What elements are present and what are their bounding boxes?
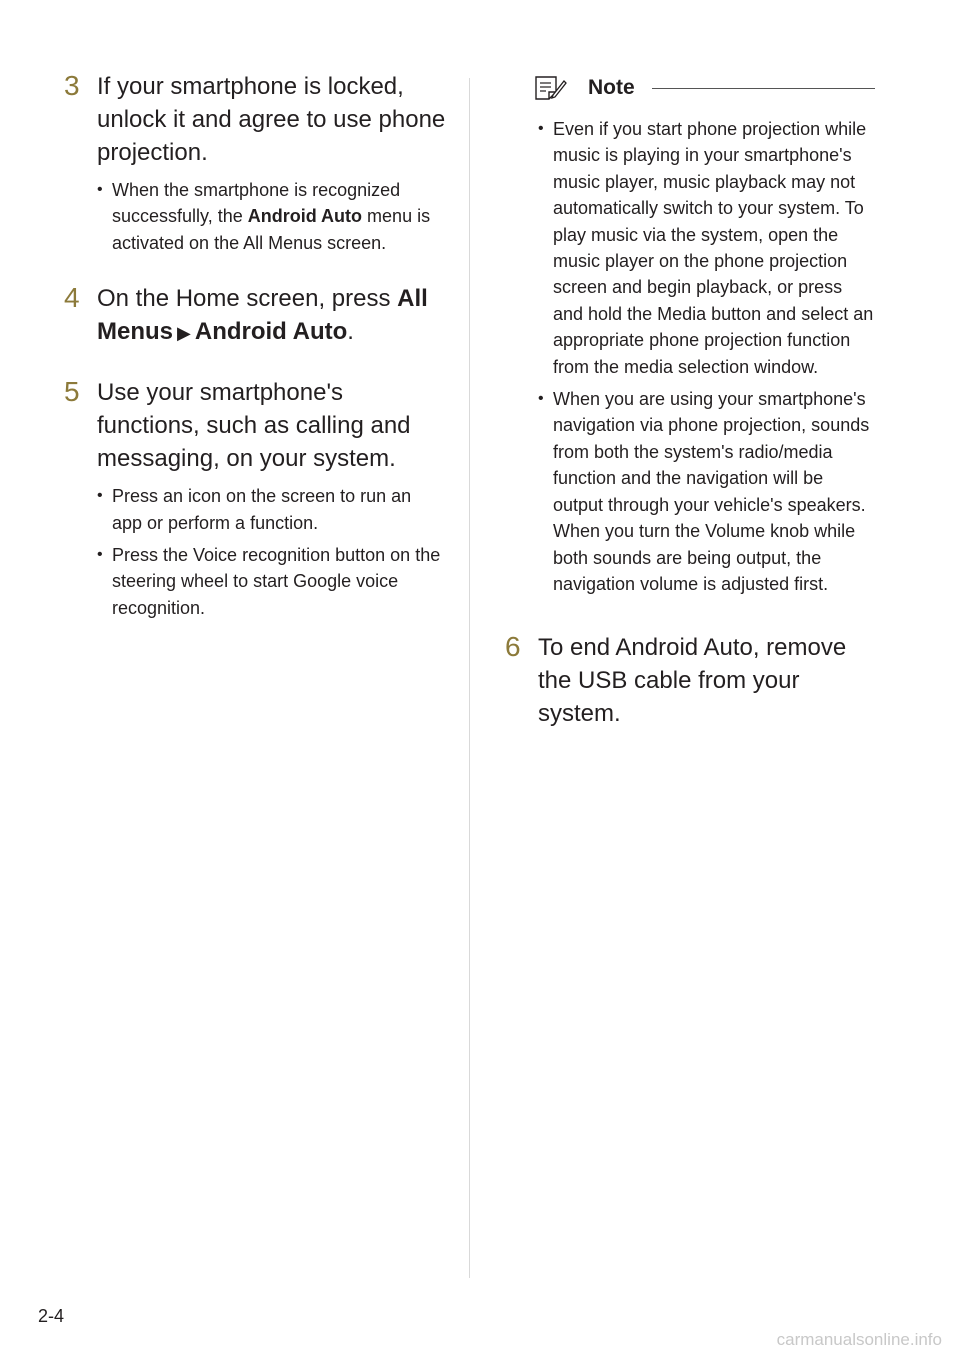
step-text: To end Android Auto, remove the USB cable from your system. (538, 634, 847, 728)
step-number: 5 (64, 376, 80, 408)
note-bullets (505, 116, 875, 597)
step-text: On the Home screen, press All Menus ▶ Android Auto. (97, 282, 446, 350)
menu-path-android-auto: Android Auto (194, 318, 348, 346)
column-divider (469, 78, 470, 1278)
list-item: • Press the Voice recognition button on the steering wheel to start Google voice recognition. (97, 542, 446, 621)
list-item: • Even if you start phone projection while music is playing in your smartphone's music player, music playback may not automatically switch to your system. To play music via the system, open the music player on the phone projection screen and begin playback, or press and hold the Media button and select an appropriate phone projection function from the media selection window. (538, 116, 875, 380)
step-6 (505, 631, 875, 730)
list-item: • Press an icon on the screen to run an app or perform a function. (97, 483, 446, 536)
arrow-right-icon: ▶ (177, 323, 191, 344)
list-item: • When the smartphone is recognized successfully, the Android Auto menu is activated on the All Menus screen. (97, 177, 446, 256)
step-5-bullets (64, 483, 446, 621)
step-3 (64, 70, 446, 169)
note-icon (533, 73, 567, 105)
step-number: 6 (505, 631, 521, 663)
step-3-bullets (64, 177, 446, 256)
left-column (64, 70, 446, 627)
menu-path-all-menus: All Menus (97, 285, 428, 346)
step-4 (64, 282, 446, 350)
list-item: • When you are using your smartphone's navigation via phone projection, sounds from both the system's radio/media function and the navigation will be output through your vehicle's speakers. When you turn the Volume knob while both sounds are being output, the navigation volume is adjusted first. (538, 386, 875, 597)
page-number: 2-4 (38, 1306, 65, 1326)
step-5 (64, 376, 446, 475)
step-text: Use your smartphone's functions, such as calling and messaging, on your system. (97, 379, 411, 473)
step-number: 3 (64, 70, 80, 101)
note-title: Note (588, 76, 635, 99)
note-rule (652, 88, 875, 89)
right-column (505, 70, 875, 730)
watermark: carmanualsonline.info (776, 1330, 942, 1349)
note-header (505, 70, 875, 108)
step-number: 4 (64, 282, 80, 314)
step-text: If your smartphone is locked, unlock it and agree to use phone projection. (97, 73, 446, 166)
menu-name: Android Auto (247, 206, 363, 227)
